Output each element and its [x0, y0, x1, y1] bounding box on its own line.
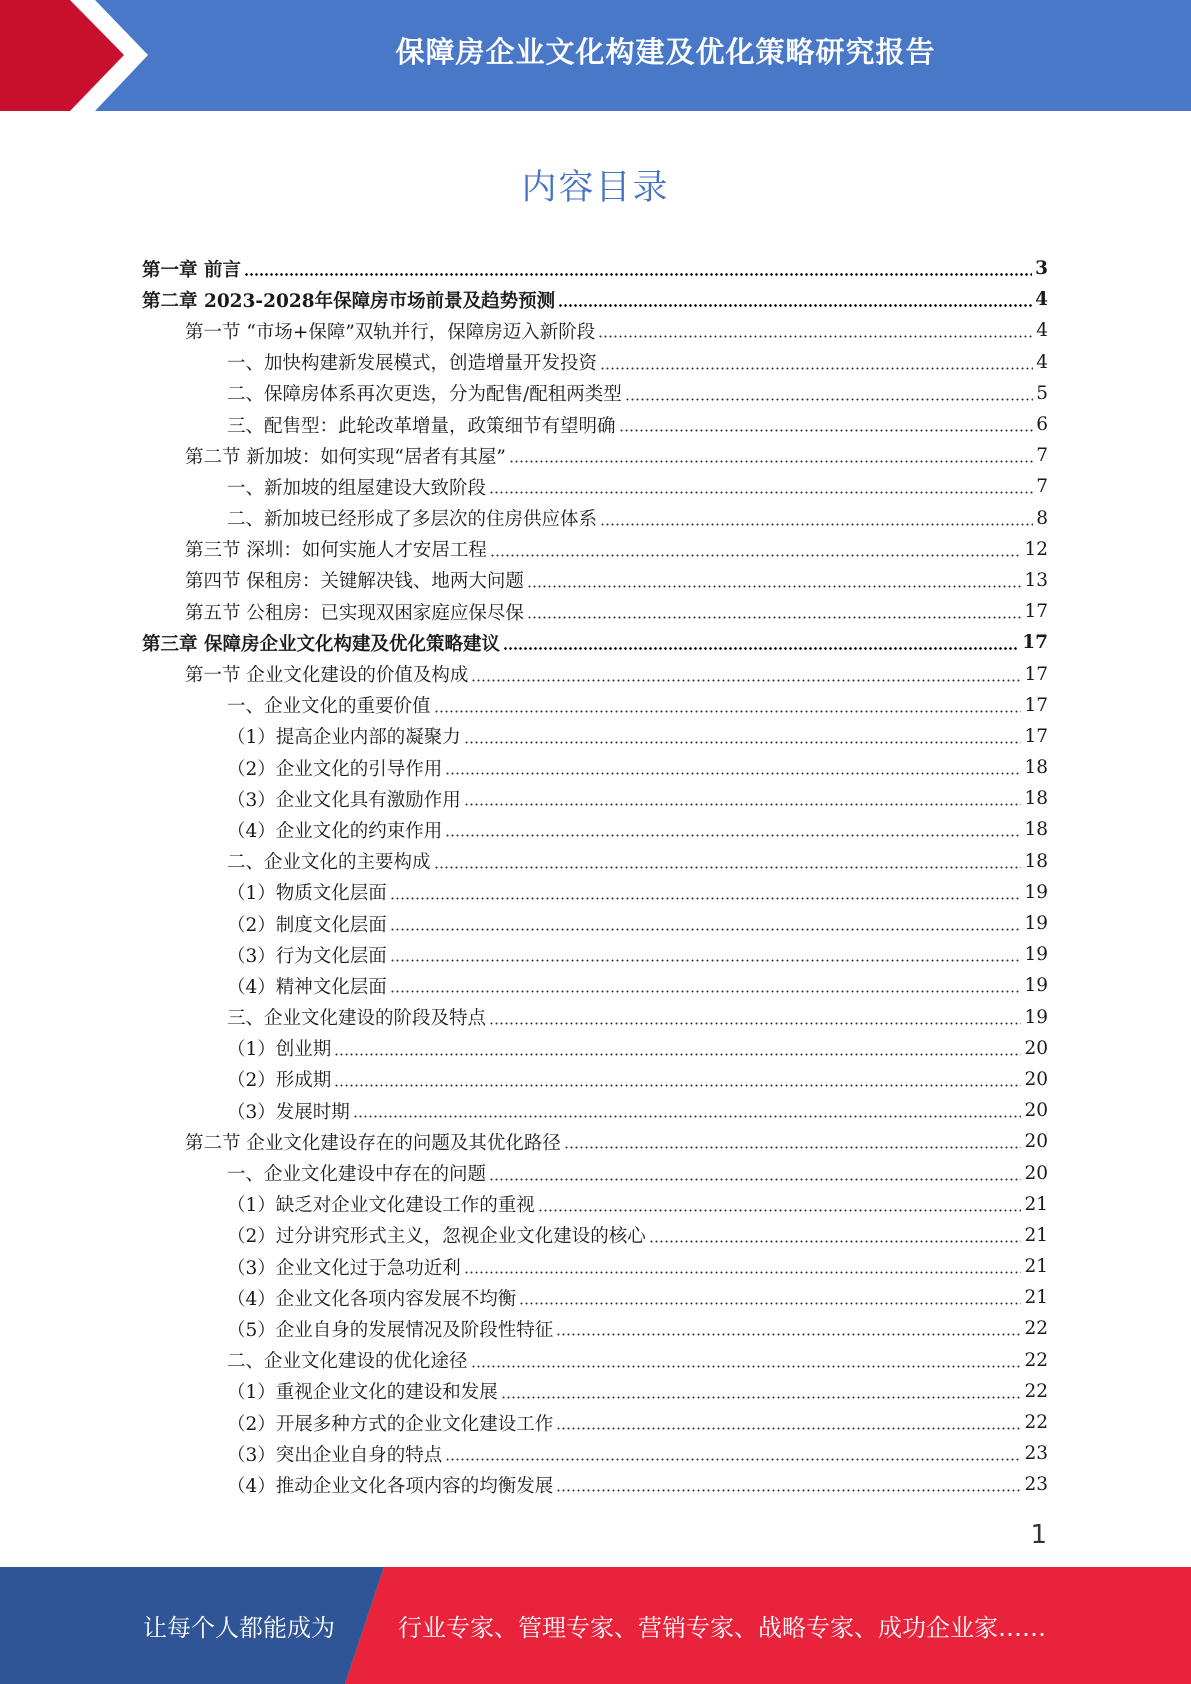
toc-entry-label: （4）企业文化各项内容发展不均衡 — [227, 1288, 517, 1310]
toc-entry-page: 8 — [1036, 507, 1048, 529]
footer-slogan-left: 让每个人都能成为 — [143, 1614, 335, 1642]
dot-leader — [598, 335, 1033, 338]
dot-leader — [489, 1022, 1021, 1025]
dot-leader — [390, 897, 1022, 900]
toc-entry-page: 18 — [1024, 757, 1048, 779]
toc-entry[interactable] — [142, 347, 1048, 378]
toc-entry[interactable] — [142, 1345, 1048, 1376]
toc-entry-label: 第三章 保障房企业文化构建及优化策略建议 — [142, 633, 500, 655]
toc-entry-page: 17 — [1024, 601, 1048, 623]
toc-entry[interactable] — [142, 658, 1048, 689]
dot-leader — [390, 928, 1022, 931]
toc-entry-page: 20 — [1024, 1037, 1048, 1059]
toc-entry-page: 23 — [1024, 1474, 1048, 1496]
toc-entry-label: （4）精神文化层面 — [227, 976, 387, 998]
toc-entry-page: 18 — [1024, 850, 1048, 872]
toc-entry[interactable] — [142, 908, 1048, 939]
toc-entry[interactable] — [142, 877, 1048, 908]
dot-leader — [464, 741, 1022, 744]
toc-entry-page: 4 — [1035, 289, 1048, 311]
toc-entry-page: 20 — [1024, 1100, 1048, 1122]
toc-entry[interactable] — [142, 752, 1048, 783]
toc-entry-page: 21 — [1024, 1224, 1048, 1246]
toc-entry-label: （1）提高企业内部的凝聚力 — [227, 727, 461, 749]
footer-band — [0, 1567, 1191, 1684]
toc-entry[interactable] — [142, 970, 1048, 1001]
toc-entry-label: （3）突出企业自身的特点 — [227, 1444, 443, 1466]
toc-entry-page: 12 — [1024, 538, 1048, 560]
document-title: 保障房企业文化构建及优化策略研究报告 — [395, 35, 936, 69]
toc-entry-label: （2）过分讲究形式主义，忽视企业文化建设的核心 — [227, 1226, 646, 1248]
dot-leader — [445, 834, 1021, 837]
toc-entry[interactable] — [142, 1407, 1048, 1438]
dot-leader — [619, 429, 1034, 432]
toc-entry[interactable] — [142, 1251, 1048, 1282]
toc-entry-page: 7 — [1036, 445, 1048, 467]
toc-entry[interactable] — [142, 378, 1048, 409]
dot-leader — [434, 710, 1022, 713]
toc-entry[interactable] — [142, 253, 1048, 284]
table-of-contents — [142, 253, 1048, 1501]
dot-leader — [519, 1302, 1021, 1305]
toc-entry-label: （2）形成期 — [227, 1070, 332, 1092]
toc-entry[interactable] — [142, 1313, 1048, 1344]
toc-entry[interactable] — [142, 1438, 1048, 1469]
dot-leader — [489, 1178, 1021, 1181]
dot-leader — [334, 1053, 1021, 1056]
toc-entry-page: 4 — [1036, 320, 1048, 342]
toc-entry-page: 23 — [1024, 1443, 1048, 1465]
toc-entry-page: 5 — [1036, 382, 1048, 404]
toc-entry-label: （1）创业期 — [227, 1039, 332, 1061]
toc-entry[interactable] — [142, 1064, 1048, 1095]
dot-leader — [649, 1240, 1022, 1243]
toc-entry-page: 3 — [1035, 258, 1048, 280]
toc-entry[interactable] — [142, 1282, 1048, 1313]
toc-entry-label: （4）推动企业文化各项内容的均衡发展 — [227, 1475, 554, 1497]
footer-slogan-right: 行业专家、管理专家、营销专家、战略专家、成功企业家…… — [398, 1614, 1046, 1642]
toc-entry-page: 19 — [1024, 913, 1048, 935]
toc-entry-label: 一、加快构建新发展模式，创造增量开发投资 — [227, 353, 598, 375]
dot-leader — [600, 367, 1033, 370]
dot-leader — [334, 1084, 1021, 1087]
toc-entry-page: 20 — [1024, 1131, 1048, 1153]
dot-leader — [625, 398, 1033, 401]
dot-leader — [600, 523, 1033, 526]
dot-leader — [538, 1209, 1022, 1212]
toc-entry[interactable] — [142, 471, 1048, 502]
toc-entry-page: 19 — [1024, 975, 1048, 997]
toc-entry-label: 二、企业文化的主要构成 — [227, 852, 431, 874]
toc-entry-label: （1）缺乏对企业文化建设工作的重视 — [227, 1195, 535, 1217]
toc-entry-page: 19 — [1024, 1006, 1048, 1028]
dot-leader — [489, 491, 1033, 494]
toc-entry[interactable] — [142, 627, 1048, 658]
toc-entry[interactable] — [142, 1033, 1048, 1064]
toc-entry-page: 18 — [1024, 819, 1048, 841]
toc-entry-page: 6 — [1036, 414, 1048, 436]
dot-leader — [471, 679, 1021, 682]
toc-entry[interactable] — [142, 1220, 1048, 1251]
dot-leader — [501, 1396, 1022, 1399]
dot-leader — [445, 772, 1021, 775]
toc-entry-page: 20 — [1024, 1068, 1048, 1090]
toc-entry[interactable] — [142, 939, 1048, 970]
toc-entry-label: 一、企业文化的重要价值 — [227, 696, 431, 718]
dot-leader — [509, 460, 1033, 463]
toc-entry-page: 18 — [1024, 788, 1048, 810]
dot-leader — [244, 273, 1032, 276]
dot-leader — [503, 647, 1019, 650]
toc-entry[interactable] — [142, 783, 1048, 814]
toc-entry[interactable] — [142, 1126, 1048, 1157]
toc-entry-label: （2）制度文化层面 — [227, 914, 387, 936]
toc-entry-page: 19 — [1024, 881, 1048, 903]
dot-leader — [558, 304, 1032, 307]
toc-entry-page: 22 — [1024, 1380, 1048, 1402]
toc-entry-label: 三、企业文化建设的阶段及特点 — [227, 1008, 487, 1030]
toc-entry-label: 第四节 保租房：关键解决钱、地两大问题 — [185, 571, 524, 593]
toc-entry-label: （1）重视企业文化的建设和发展 — [227, 1382, 498, 1404]
toc-entry-label: （3）企业文化过于急功近利 — [227, 1257, 461, 1279]
dot-leader — [471, 1365, 1022, 1368]
toc-entry-label: 一、企业文化建设中存在的问题 — [227, 1164, 487, 1186]
toc-entry[interactable] — [142, 1469, 1048, 1500]
dot-leader — [556, 1489, 1021, 1492]
toc-entry-label: 第一节 企业文化建设的价值及构成 — [185, 665, 469, 687]
toc-entry-page: 17 — [1024, 663, 1048, 685]
dot-leader — [445, 1458, 1021, 1461]
toc-entry-page: 19 — [1024, 944, 1048, 966]
toc-entry-page: 22 — [1024, 1318, 1048, 1340]
toc-entry-label: 第一节 “市场+保障”双轨并行，保障房迈入新阶段 — [185, 321, 596, 343]
toc-entry-page: 17 — [1024, 725, 1048, 747]
header-band — [0, 0, 1191, 111]
dot-leader — [527, 616, 1022, 619]
dot-leader — [353, 1115, 1022, 1118]
toc-entry[interactable] — [142, 440, 1048, 471]
toc-entry-label: （3）企业文化具有激励作用 — [227, 789, 461, 811]
toc-entry-label: （4）企业文化的约束作用 — [227, 820, 443, 842]
toc-entry-page: 13 — [1024, 569, 1048, 591]
page-number: 1 — [1030, 1520, 1047, 1550]
dot-leader — [434, 866, 1022, 869]
toc-entry-label: （2）开展多种方式的企业文化建设工作 — [227, 1413, 554, 1435]
toc-entry-label: （5）企业自身的发展情况及阶段性特征 — [227, 1319, 554, 1341]
toc-entry-label: 一、新加坡的组屋建设大致阶段 — [227, 477, 487, 499]
toc-entry[interactable] — [142, 284, 1048, 315]
dot-leader — [556, 1427, 1021, 1430]
toc-entry-page: 22 — [1024, 1349, 1048, 1371]
dot-leader — [464, 1271, 1022, 1274]
toc-entry[interactable] — [142, 846, 1048, 877]
toc-entry[interactable] — [142, 1189, 1048, 1220]
dot-leader — [556, 1333, 1021, 1336]
toc-entry-label: （3）行为文化层面 — [227, 945, 387, 967]
toc-entry[interactable] — [142, 690, 1048, 721]
dot-leader — [527, 585, 1022, 588]
toc-entry[interactable] — [142, 409, 1048, 440]
toc-entry-label: 二、新加坡已经形成了多层次的住房供应体系 — [227, 509, 598, 531]
toc-entry-label: 第五节 公租房：已实现双困家庭应保尽保 — [185, 602, 524, 624]
toc-entry[interactable] — [142, 565, 1048, 596]
toc-entry[interactable] — [142, 315, 1048, 346]
toc-entry[interactable] — [142, 1002, 1048, 1033]
dot-leader — [464, 803, 1022, 806]
toc-entry-label: （1）物质文化层面 — [227, 883, 387, 905]
toc-entry-page: 20 — [1024, 1162, 1048, 1184]
toc-entry-page: 17 — [1022, 632, 1048, 654]
toc-entry-label: 三、配售型：此轮改革增量，政策细节有望明确 — [227, 415, 616, 437]
toc-entry-label: （2）企业文化的引导作用 — [227, 758, 443, 780]
toc-entry[interactable] — [142, 721, 1048, 752]
toc-entry-label: 第一章 前言 — [142, 259, 241, 281]
toc-entry[interactable] — [142, 503, 1048, 534]
toc-entry[interactable] — [142, 534, 1048, 565]
dot-leader — [390, 990, 1022, 993]
toc-entry[interactable] — [142, 1095, 1048, 1126]
toc-entry-page: 22 — [1024, 1412, 1048, 1434]
toc-entry-page: 7 — [1036, 476, 1048, 498]
toc-entry[interactable] — [142, 1376, 1048, 1407]
toc-entry-label: 第二节 企业文化建设存在的问题及其优化路径 — [185, 1132, 561, 1154]
toc-entry-label: 第二节 新加坡：如何实现“居者有其屋” — [185, 446, 506, 468]
dot-leader — [390, 959, 1022, 962]
toc-entry-label: 第三节 深圳：如何实施人才安居工程 — [185, 540, 487, 562]
toc-entry-page: 17 — [1024, 694, 1048, 716]
toc-entry-page: 4 — [1036, 351, 1048, 373]
dot-leader — [490, 554, 1022, 557]
toc-heading: 内容目录 — [521, 168, 670, 208]
toc-entry-label: 二、保障房体系再次更迭，分为配售/配租两类型 — [227, 384, 622, 406]
toc-entry-label: 二、企业文化建设的优化途径 — [227, 1351, 468, 1373]
toc-entry-label: 第二章 2023-2028年保障房市场前景及趋势预测 — [142, 290, 556, 312]
toc-entry-label: （3）发展时期 — [227, 1101, 350, 1123]
toc-entry-page: 21 — [1024, 1256, 1048, 1278]
toc-entry[interactable] — [142, 814, 1048, 845]
toc-entry[interactable] — [142, 596, 1048, 627]
toc-entry-page: 21 — [1024, 1193, 1048, 1215]
dot-leader — [564, 1146, 1022, 1149]
toc-entry[interactable] — [142, 1157, 1048, 1188]
toc-entry-page: 21 — [1024, 1287, 1048, 1309]
